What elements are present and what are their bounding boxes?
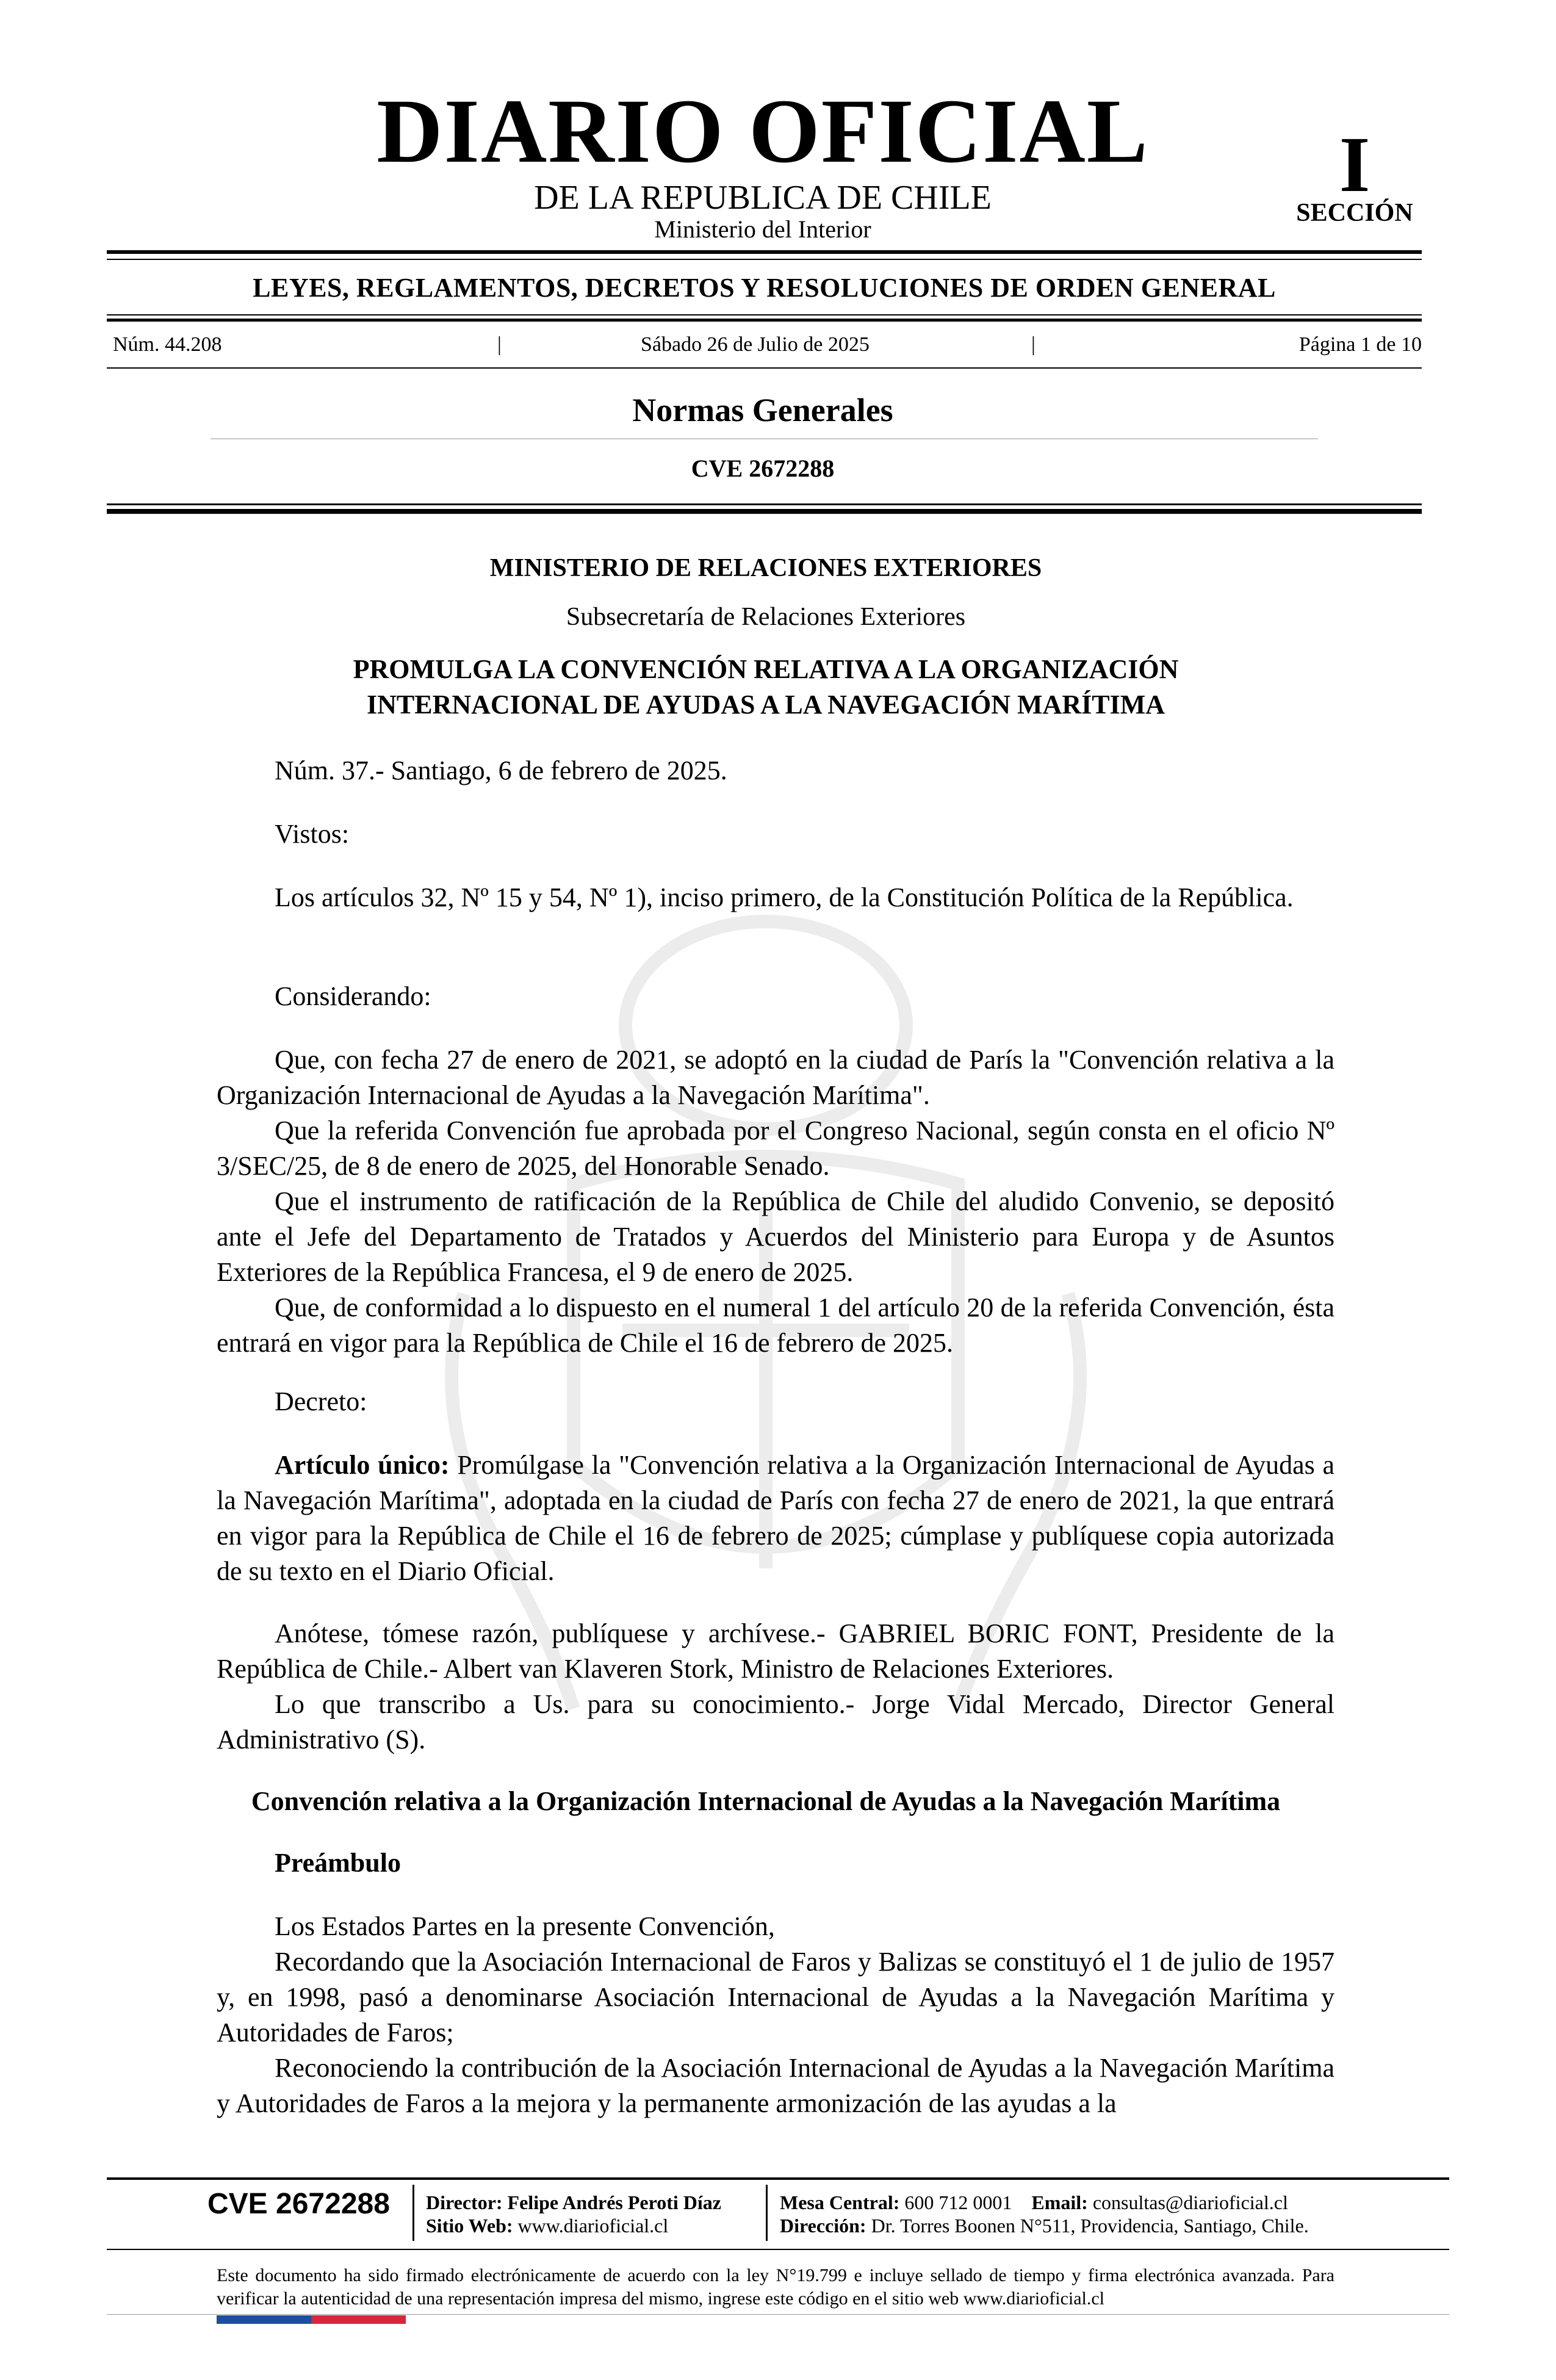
considerando-item: Que, con fecha 27 de enero de 2021, se adoptó en la ciudad de París la "Convención relativa a la Organización Internacional de Ayudas a la Navegación Marítima". (217, 1045, 1334, 1110)
footer-legal-notice: Este documento ha sido firmado electrónicamente de acuerdo con la ley N°19.799 e incluye sellado de tiempo y firma electrónica avanzada. Para verificar la autenticidad de una representación impresa del mismo, ingrese este código en el sitio web www.diarioficial.cl (217, 2265, 1334, 2309)
vistos-label: Vistos: (275, 819, 350, 849)
info-rule (107, 367, 1422, 369)
masthead-subtitle: DE LA REPUBLICA DE CHILE (534, 179, 992, 217)
mesa-label: Mesa Central: (780, 2191, 900, 2213)
decree-title-line: INTERNACIONAL DE AYUDAS A LA NAVEGACIÓN MARÍTIMA (366, 690, 1165, 719)
header-rule-thin (107, 259, 1422, 260)
web-label: Sitio Web: (426, 2215, 513, 2237)
cve-code: CVE 2672288 (691, 455, 835, 482)
closing-paragraphs (217, 1616, 1334, 1758)
footer-director-block (426, 2191, 721, 2237)
considerando-item: Que la referida Convención fue aprobada por el Congreso Nacional, según consta en el oficio Nº 3/SEC/25, de 8 de enero de 2025, del Honorable Senado. (217, 1116, 1334, 1181)
cve-rule-thick (107, 509, 1422, 514)
section-label: SECCIÓN (1296, 199, 1413, 227)
director-label: Director: (426, 2191, 503, 2213)
issue-number: Núm. 44.208 (113, 333, 222, 356)
footer-divider (412, 2185, 414, 2241)
issue-separator: | (1031, 333, 1036, 356)
decree-title (183, 652, 1349, 723)
issuing-ministry: MINISTERIO DE RELACIONES EXTERIORES (489, 554, 1042, 582)
footer-rule-top (107, 2177, 1449, 2180)
preambulo-item: Reconociendo la contribución de la Asociación Internacional de Ayudas a la Navegación Marítima y Autoridades de Faros a la mejora y la permanente armonización de las ayudas a la (217, 2053, 1334, 2118)
considerando-paragraphs (217, 1042, 1334, 1361)
footer-divider (766, 2185, 768, 2241)
preambulo-label: Preámbulo (275, 1848, 401, 1878)
web-link[interactable]: www.diarioficial.cl (517, 2215, 669, 2237)
address-value: Dr. Torres Boonen N°511, Providencia, Santiago, Chile. (871, 2215, 1309, 2237)
footer-rule-end (107, 2314, 1449, 2315)
decree-number: Núm. 37.- Santiago, 6 de febrero de 2025. (275, 755, 727, 785)
decreto-label: Decreto: (275, 1387, 367, 1416)
section-numeral: I (1339, 121, 1371, 209)
considerando-label: Considerando: (275, 981, 431, 1011)
director-name: Felipe Andrés Peroti Díaz (507, 2191, 721, 2213)
anotese-text: Anótese, tómese razón, publíquese y archívese.- GABRIEL BORIC FONT, Presidente de la República de Chile.- Albert van Klaveren Stork, Ministro de Relaciones Exteriores. (217, 1618, 1334, 1684)
email-label: Email: (1031, 2191, 1088, 2213)
issue-date: Sábado 26 de Julio de 2025 (641, 333, 870, 356)
rubric-rule (211, 438, 1318, 439)
email-link[interactable]: consultas@diarioficial.cl (1092, 2191, 1288, 2213)
header-rule-thick (107, 250, 1422, 254)
preambulo-item: Recordando que la Asociación Internacional de Faros y Balizas se constituyó el 1 de julio de 1957 y, en 1998, pasó a denominarse Asociación Internacional de Ayudas a la Navegación Marítima y Autoridades de Faros; (217, 1947, 1334, 2047)
decree-title-line: PROMULGA LA CONVENCIÓN RELATIVA A LA ORGANIZACIÓN (353, 654, 1179, 684)
subsecretary: Subsecretaría de Relaciones Exteriores (566, 603, 966, 631)
address-label: Dirección: (780, 2215, 866, 2237)
footer-rule-bottom (107, 2249, 1449, 2250)
transcribo-text: Lo que transcribo a Us. para su conocimiento.- Jorge Vidal Mercado, Director General Administrativo (S). (217, 1689, 1334, 1754)
cve-rule-thin (107, 503, 1422, 505)
category-rule-thin (107, 314, 1422, 316)
flag-stripe-red (311, 2315, 406, 2324)
category-heading: LEYES, REGLAMENTOS, DECRETOS Y RESOLUCIONES DE ORDEN GENERAL (253, 273, 1276, 303)
preambulo-paragraphs (217, 1909, 1334, 2121)
issue-page: Página 1 de 10 (1298, 333, 1422, 356)
convention-title: Convención relativa a la Organización Internacional de Ayudas a la Navegación Marítima (251, 1786, 1281, 1816)
footer-cve-code: CVE 2672288 (207, 2188, 390, 2220)
masthead-title: DIARIO OFICIAL (376, 81, 1149, 182)
articulo-label: Artículo único: (275, 1450, 450, 1480)
issue-info-bar (113, 334, 1422, 359)
rubric-heading: Normas Generales (632, 392, 893, 428)
footer-contact-block (780, 2191, 1309, 2237)
articulo-unico (217, 1448, 1334, 1589)
articulo-text: Promúlgase la "Convención relativa a la Organización Internacional de Ayudas a la Navegación Marítima", adoptada en la ciudad de París con fecha 27 de enero de 2021, la que entrará en vigor para la República de Chile el 16 de febrero de 2025; cúmplase y publíquese copia autorizada de su texto en el Diario Oficial. (217, 1450, 1334, 1586)
masthead-ministry: Ministerio del Interior (654, 215, 871, 243)
issue-separator: | (497, 333, 502, 356)
flag-stripe-blue (217, 2315, 311, 2324)
considerando-item: Que, de conformidad a lo dispuesto en el numeral 1 del artículo 20 de la referida Convención, ésta entrará en vigor para la República de Chile el 16 de febrero de 2025. (217, 1293, 1334, 1358)
mesa-value: 600 712 0001 (904, 2191, 1012, 2213)
category-rule-thick (107, 319, 1422, 322)
considerando-item: Que el instrumento de ratificación de la República de Chile del aludido Convenio, se depositó ante el Jefe del Departamento de Tratados y Acuerdos del Ministerio para Europa y de Asuntos Exteriores de la República Francesa, el 9 de enero de 2025. (217, 1186, 1334, 1287)
vistos-text: Los artículos 32, Nº 15 y 54, Nº 1), inciso primero, de la Constitución Política de la República. (275, 882, 1294, 912)
preambulo-item: Los Estados Partes en la presente Convención, (275, 1911, 775, 1941)
